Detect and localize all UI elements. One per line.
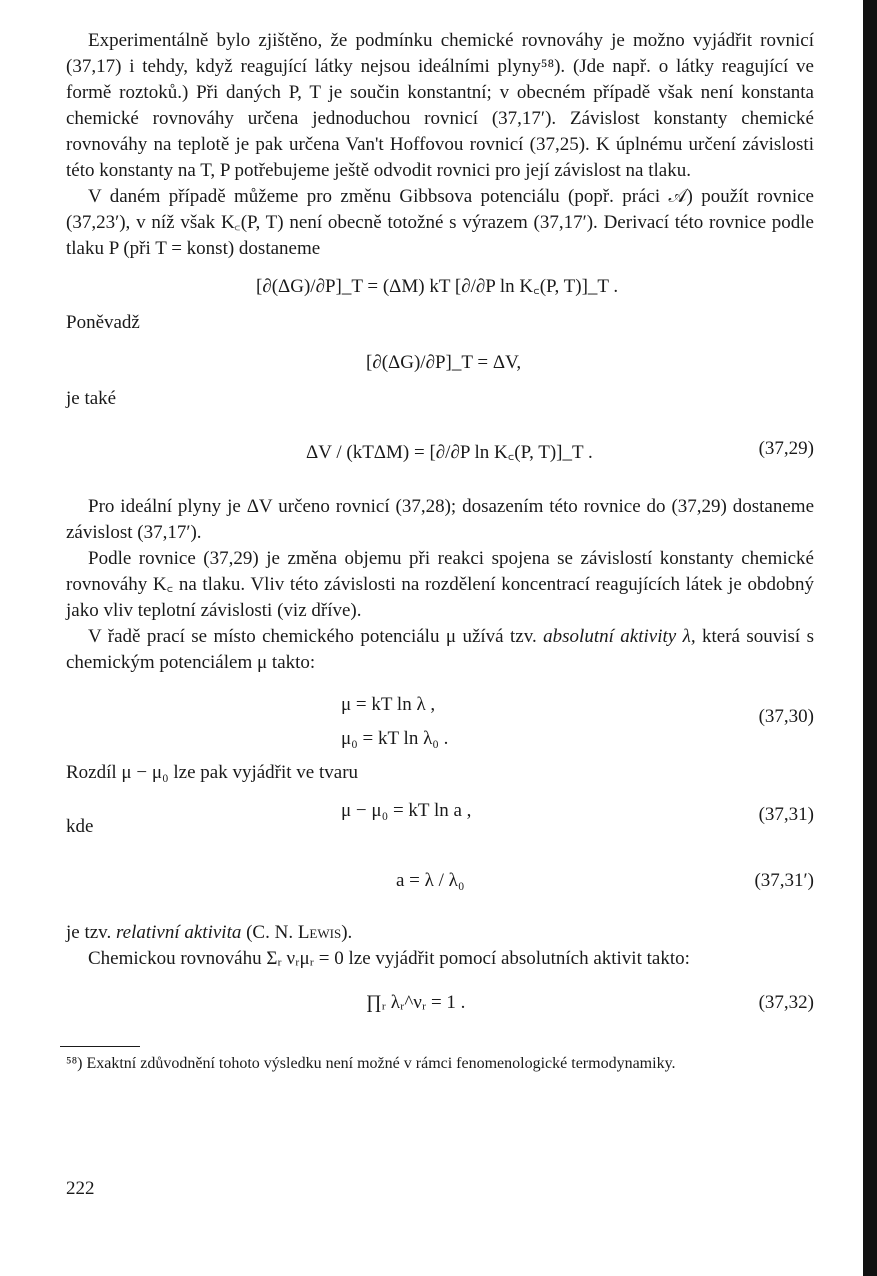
paragraph-5-a: V řadě prací se místo chemického potenciálu μ užívá tzv.	[88, 626, 537, 647]
equation-1	[66, 262, 814, 326]
paragraph-2: V daném případě můžeme pro změnu Gibbsova potenciálu (popř. práci 𝒜) použít rovnice (37,23′), v níž však K꜀(P, T) není obecně totožné s výrazem (37,17′). Derivací této rovnice podle tlaku P (při T = konst) dostaneme	[66, 186, 814, 259]
paragraph-5-c: která souvisí s chemickým potenciálem μ takto:	[66, 626, 815, 673]
label-row-2	[66, 388, 814, 428]
label-row	[66, 312, 814, 352]
label-je-take: je také	[66, 388, 117, 409]
page-number: 222	[66, 1178, 95, 1199]
footnote-58: ⁵⁸) Exaktní zdůvodnění tohoto výsledku není možné v rámci fenomenologické termodynamiky.	[66, 1055, 676, 1072]
equation-1-text: [∂(ΔG)/∂P]_T = (ΔM) kT [∂/∂P ln K꜀(P, T)]_T .	[256, 276, 619, 297]
paragraph-4: Podle rovnice (37,29) je změna objemu při reakci spojena se závislostí konstanty chemické rovnováhy K꜀ na tlaku. Vliv této závislosti na rozdělení koncentrací reagujících látek je obdobný jako vliv teplotní závislosti (viz dříve).	[66, 548, 814, 621]
equation-2-text: [∂(ΔG)/∂P]_T = ΔV,	[366, 352, 522, 373]
equation-6-number: (37,31′)	[754, 870, 814, 891]
equation-4b-text: μ₀ = kT ln λ₀ .	[341, 728, 449, 749]
equation-3-text: ΔV / (kTΔM) = [∂/∂P ln K꜀(P, T)]_T .	[306, 442, 593, 463]
equation-3-number: (37,29)	[758, 438, 814, 459]
equation-7-number: (37,32)	[758, 992, 814, 1013]
paragraph-1: Experimentálně bylo zjištěno, že podmínku chemické rovnováhy je možno vyjádřit rovnicí (37,17) i tehdy, když reagující látky nejsou ideálními plyny⁵⁸). (Jde např. o látky reagující ve formě roztoků.) Při daných P, T je součin konstantní; v obecném případě však není konstanta chemické rovnováhy určena jednoduchou rovnicí (37,17′). Závislost konstanty chemické rovnováhy na teplotě je pak určena Van't Hoffovou rovnicí (37,25). K úplnému určení závislosti této konstanty na T, P potřebujeme ještě odvodit rovnici pro její závislost na tlaku.	[66, 30, 814, 181]
equation-4-number: (37,30)	[758, 706, 814, 727]
equation-6-text: a = λ / λ₀	[396, 870, 465, 891]
paragraph-7	[66, 920, 814, 946]
paragraph-7-a: je tzv.	[66, 922, 112, 943]
equation-4	[66, 676, 814, 760]
paragraph-3: Pro ideální plyny je ΔV určeno rovnicí (37,28); dosazením této rovnice do (37,29) dostaneme závislost (37,17′).	[66, 496, 814, 543]
paragraph-5-term: absolutní aktivity λ,	[543, 626, 696, 647]
equation-7-text: ∏ᵣ λᵣ^νᵣ = 1 .	[366, 992, 466, 1013]
paragraph-5	[66, 624, 814, 676]
equation-5	[66, 786, 814, 848]
page-edge	[863, 0, 877, 1276]
paragraph-7-c: (C. N. Lewis).	[246, 922, 353, 943]
paragraph-8: Chemickou rovnováhu Σᵣ νᵣμᵣ = 0 lze vyjádřit pomocí absolutních aktivit takto:	[88, 948, 690, 969]
equation-2	[66, 352, 814, 402]
equation-6	[66, 848, 814, 920]
footnote-rule	[60, 1046, 140, 1047]
equation-4a-text: μ = kT ln λ ,	[341, 694, 436, 715]
label-ponevadz: Poněvadž	[66, 312, 140, 333]
equation-7	[66, 972, 814, 1032]
equation-5-number: (37,31)	[758, 804, 814, 825]
paragraph-6: Rozdíl μ − μ₀ lze pak vyjádřit ve tvaru	[66, 762, 359, 783]
equation-3	[66, 428, 814, 494]
page-body	[66, 28, 814, 1075]
paragraph-7-term: relativní aktivita	[115, 922, 242, 943]
label-kde: kde	[66, 816, 94, 837]
equation-5-text: μ − μ₀ = kT ln a ,	[341, 800, 472, 821]
